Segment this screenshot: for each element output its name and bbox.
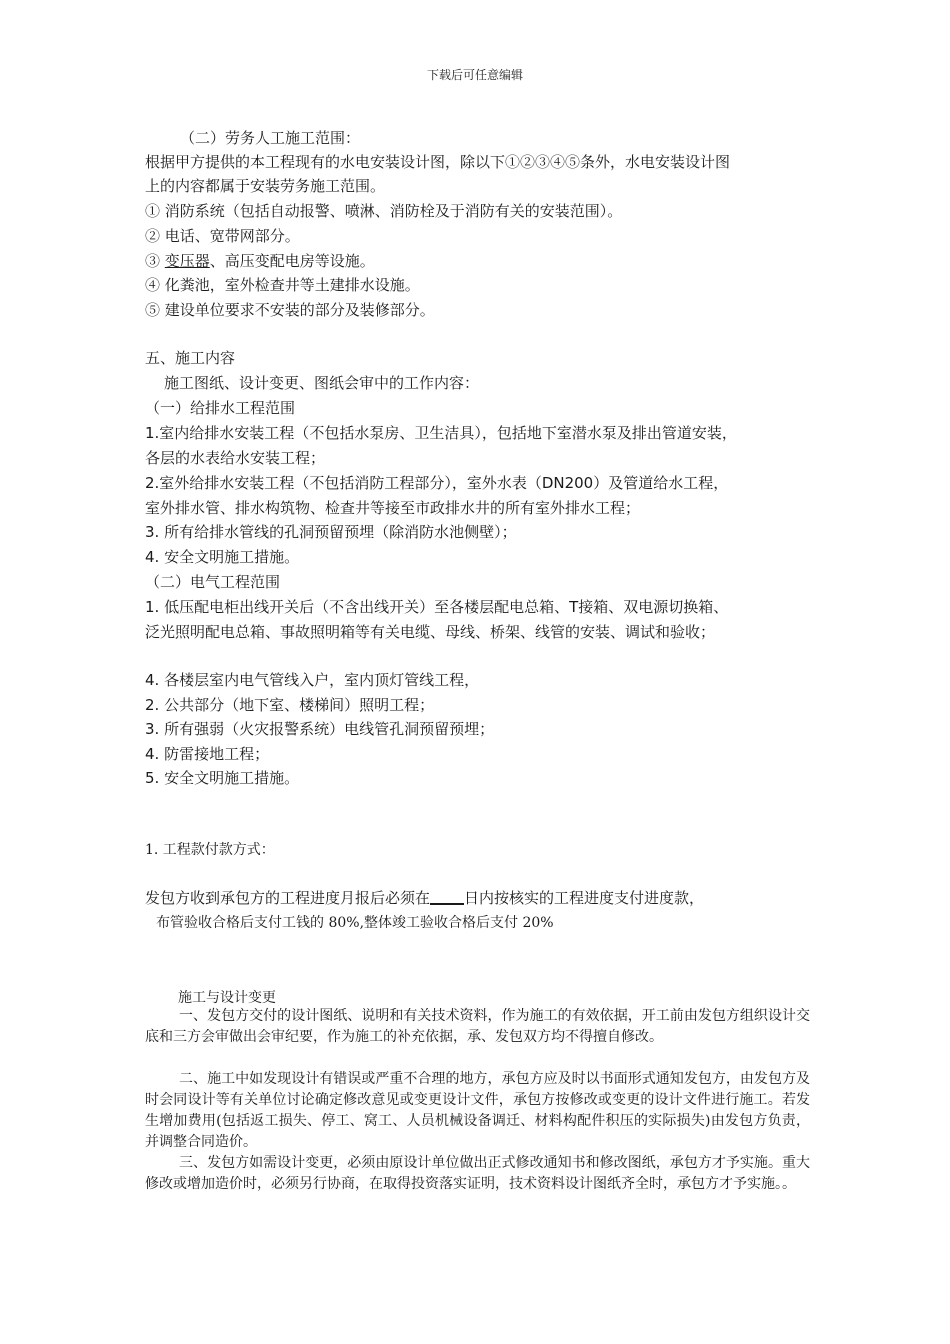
payment-days-blank	[430, 889, 464, 905]
water-scope-title: （一）给排水工程范围	[145, 399, 296, 417]
water-item-4: 4. 安全文明施工措施。	[145, 548, 300, 566]
electrical-scope-title: （二）电气工程范围	[145, 573, 281, 591]
water-item-1b: 各层的水表给水安装工程；	[145, 449, 326, 467]
payment-line-1	[145, 886, 704, 910]
elec-item-4-first: 4. 各楼层室内电气管线入户，室内顶灯管线工程，	[145, 671, 480, 689]
change-paragraph-3-text: 三、发包方如需设计变更，必须由原设计单位做出正式修改通知书和修改图纸，承包方才予实施。重大修改或增加造价时，必须另行协商，在取得投资落实证明，技术资料设计图纸齐全时，承包方才予实施。。	[145, 1155, 810, 1192]
labor-item-4: ④ 化粪池，室外检查井等土建排水设施。	[145, 276, 420, 294]
water-item-2b: 室外排水管、排水构筑物、检查井等接至市政排水井的所有室外排水工程；	[145, 499, 641, 517]
section5-title: 五、施工内容	[145, 349, 236, 367]
water-item-1a: 1.室内给排水安装工程（不包括水泵房、卫生洁具），包括地下室潜水泵及排出管道安装，	[145, 424, 737, 442]
labor-scope-intro-2: 上的内容都属于安装劳务施工范围。	[145, 177, 386, 195]
change-paragraph-2-text: 二、施工中如发现设计有错误或严重不合理的地方，承包方应及时以书面形式通知发包方，由发包方及时会同设计等有关单位讨论确定修改意见或变更设计文件，承包方按修改或变更的设计文件进行施工。若发生增加费用(包括返工损失、停工、窝工、人员机械设备调迁、材料构配件积压的实际损失)由发包方负责，并调整合同造价。	[145, 1071, 810, 1150]
labor-scope-title: （二）劳务人工施工范围：	[180, 129, 361, 147]
water-item-2a: 2.室外给排水安装工程（不包括消防工程部分），室外水表（DN200）及管道给水工程，	[145, 474, 729, 492]
payment-line-2: 布管验收合格后支付工钱的 80%,整体竣工验收合格后支付 20%	[156, 915, 554, 931]
section5-subtitle: 施工图纸、设计变更、图纸会审中的工作内容：	[164, 374, 480, 392]
labor-scope-intro-1: 根据甲方提供的本工程现有的水电安装设计图，除以下①②③④⑤条外，水电安装设计图	[145, 153, 731, 171]
change-paragraph-1-text: 一、发包方交付的设计图纸、说明和有关技术资料，作为施工的有效依据，开工前由发包方组织设计交底和三方会审做出会审纪要，作为施工的补充依据，承、发包双方均不得擅自修改。	[145, 1008, 810, 1045]
labor-item-3	[145, 249, 375, 273]
change-paragraph-2	[145, 1069, 810, 1153]
elec-item-3: 3. 所有强弱（火灾报警系统）电线管孔洞预留预埋；	[145, 720, 495, 738]
elec-item-2: 2. 公共部分（地下室、楼梯间）照明工程；	[145, 696, 435, 714]
labor-item-2: ② 电话、宽带网部分。	[145, 227, 300, 245]
change-title: 施工与设计变更	[178, 990, 276, 1006]
labor-item-3-rest: 、高压变配电房等设施。	[209, 252, 375, 270]
change-paragraph-1	[145, 1006, 810, 1048]
page-header: 下载后可任意编辑	[426, 68, 523, 82]
payment-line-1-b: 日内按核实的工程进度支付进度款，	[464, 889, 705, 907]
water-item-3: 3. 所有给排水管线的孔洞预留预埋（除消防水池侧壁）；	[145, 523, 517, 541]
elec-item-4: 4. 防雷接地工程；	[145, 745, 270, 763]
labor-item-3-number: ③	[145, 252, 165, 270]
labor-item-1: ① 消防系统（包括自动报警、喷淋、消防栓及于消防有关的安装范围）。	[145, 202, 623, 220]
labor-item-5: ⑤ 建设单位要求不安装的部分及装修部分。	[145, 301, 435, 319]
payment-line-1-a: 发包方收到承包方的工程进度月报后必须在	[145, 889, 431, 907]
transformer-link-text: 变压器	[164, 252, 210, 270]
change-paragraph-3	[145, 1153, 810, 1195]
payment-title: 1. 工程款付款方式：	[145, 842, 275, 858]
elec-item-1a: 1. 低压配电柜出线开关后（不含出线开关）至各楼层配电总箱、T接箱、双电源切换箱、	[145, 598, 729, 616]
elec-item-5: 5. 安全文明施工措施。	[145, 769, 300, 787]
elec-item-1b: 泛光照明配电总箱、事故照明箱等有关电缆、母线、桥架、线管的安装、调试和验收；	[145, 623, 716, 641]
